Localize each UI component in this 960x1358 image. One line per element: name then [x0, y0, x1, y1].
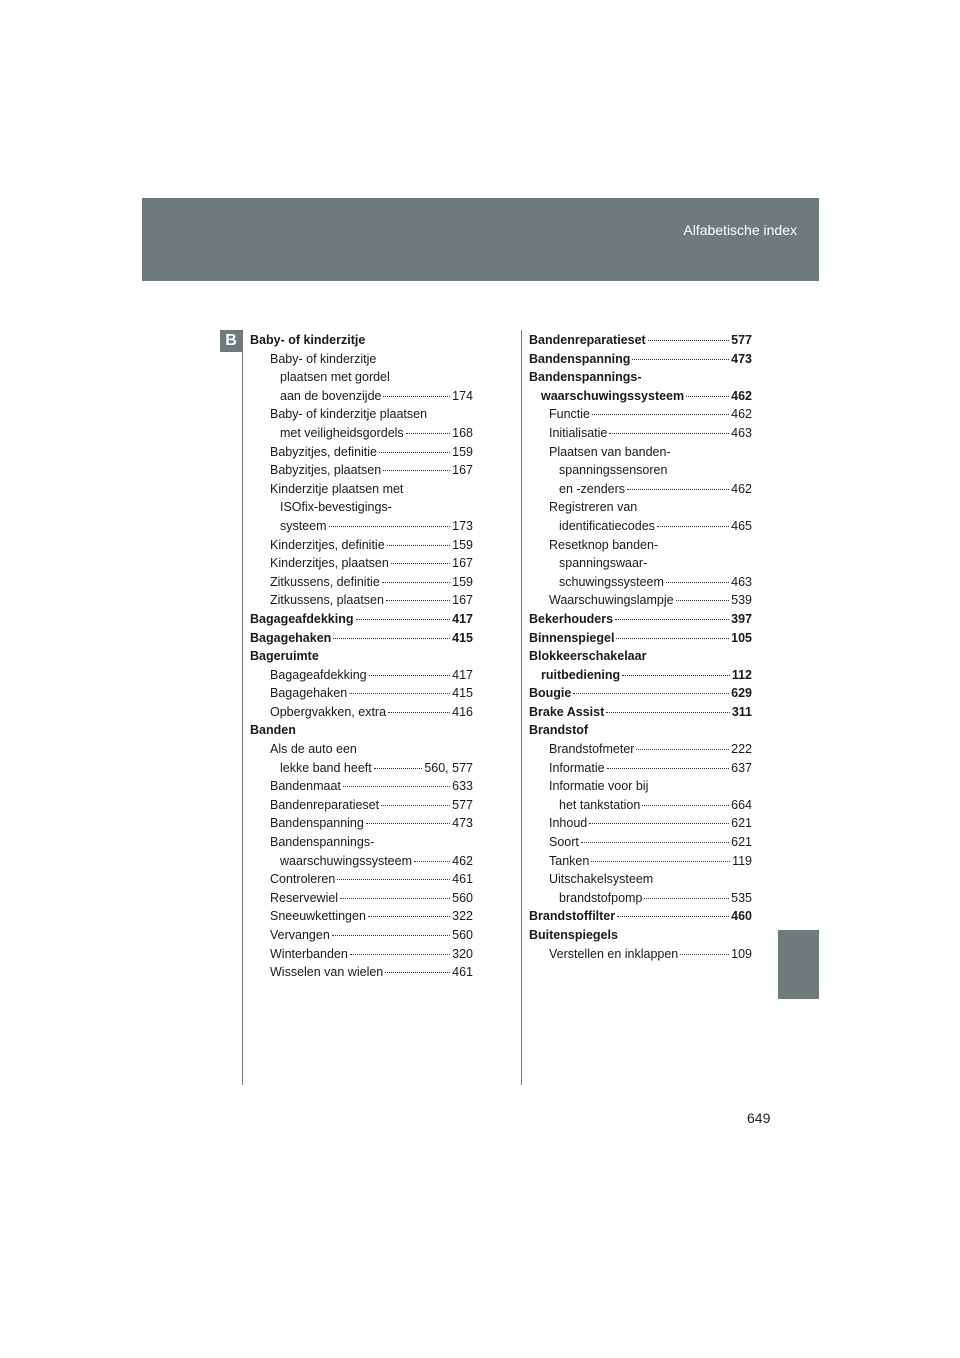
index-entry-text: het tankstation [559, 797, 641, 812]
dot-leader [632, 358, 729, 360]
index-entry[interactable] [250, 424, 473, 443]
index-entry-page: 473 [452, 816, 473, 831]
index-entry-text: Banden [250, 723, 296, 738]
index-entry[interactable] [250, 517, 473, 536]
dot-leader [340, 897, 450, 899]
dot-leader [642, 804, 729, 806]
index-entry-page: 535 [731, 890, 752, 905]
index-entry-text: Inhoud [549, 816, 588, 831]
chapter-tab[interactable] [778, 930, 819, 999]
dot-leader [686, 395, 729, 397]
index-entry [529, 443, 752, 462]
column-divider-middle [521, 330, 522, 1085]
index-entry[interactable] [250, 387, 473, 406]
index-entry [529, 721, 752, 740]
index-entry-page: 577 [731, 333, 752, 347]
index-entry[interactable] [529, 424, 752, 443]
dot-leader [333, 637, 450, 639]
section-letter: B [220, 330, 242, 352]
index-entry[interactable] [529, 573, 752, 592]
index-entry-text: Uitschakelsysteem [549, 872, 654, 887]
index-entry[interactable] [250, 573, 473, 592]
index-entry-text: ruitbediening [541, 667, 621, 682]
index-entry-page: 417 [452, 667, 473, 682]
index-entry [250, 647, 473, 666]
dot-leader [381, 804, 450, 806]
index-entry-text: Bandenspanning [529, 351, 631, 366]
index-entry-page: 462 [731, 481, 752, 496]
page-number: 649 [747, 1110, 771, 1126]
dot-leader [644, 897, 729, 899]
index-entry-page: 222 [731, 742, 752, 757]
index-entry-page: 417 [452, 611, 473, 626]
index-entry[interactable] [529, 684, 752, 703]
index-entry-text: Bandenreparatieset [270, 797, 380, 812]
index-entry-page: 621 [731, 835, 752, 850]
index-entry-page: 637 [731, 760, 752, 775]
index-entry [529, 498, 752, 517]
index-entry-text: Bougie [529, 686, 572, 701]
index-entry-text: Bandenspannings- [529, 370, 642, 385]
index-entry-text: Informatie [549, 760, 605, 775]
index-entry [250, 368, 473, 387]
index-entry-page: 629 [731, 686, 752, 701]
index-entry[interactable] [529, 889, 752, 908]
index-entry[interactable] [250, 963, 473, 982]
index-entry-text: Bandenspanning [270, 816, 364, 831]
index-entry-text: Bagageafdekking [250, 611, 354, 626]
index-entry [529, 870, 752, 889]
index-entry-page: 320 [452, 946, 473, 961]
index-entry-text: Plaatsen van banden- [549, 444, 671, 459]
index-entry-text: Zitkussens, plaatsen [270, 593, 384, 608]
index-entry [529, 926, 752, 945]
dot-leader [383, 469, 450, 471]
index-entry[interactable] [250, 703, 473, 722]
index-entry-text: Initialisatie [549, 425, 608, 440]
index-entry-text: Verstellen en inklappen [549, 946, 679, 961]
dot-leader [337, 878, 450, 880]
index-entry-text: Functie [549, 407, 590, 422]
dot-leader [383, 395, 450, 397]
dot-leader [622, 674, 730, 676]
index-entry-page: 465 [731, 518, 752, 533]
index-entry [529, 777, 752, 796]
dot-leader [374, 767, 423, 769]
index-entry[interactable] [250, 684, 473, 703]
index-entry[interactable] [529, 740, 752, 759]
index-entry-text: Babyzitjes, plaatsen [270, 463, 382, 478]
index-entry[interactable] [529, 814, 752, 833]
index-entry-text: Brake Assist [529, 704, 605, 719]
index-entry-text: Kinderzitje plaatsen met [270, 481, 404, 496]
index-entry-page: 416 [452, 704, 473, 719]
dot-leader [388, 711, 450, 713]
index-entry[interactable] [250, 759, 473, 778]
index-entry-text: Kinderzitjes, plaatsen [270, 556, 389, 571]
index-entry-text: Brandstofmeter [549, 742, 635, 757]
index-entry[interactable] [529, 517, 752, 536]
index-entry-text: Als de auto een [270, 742, 357, 757]
dot-leader [666, 581, 729, 583]
index-entry-text: plaatsen met gordel [280, 370, 390, 385]
index-entry[interactable] [529, 759, 752, 778]
index-entry-text: met veiligheidsgordels [280, 425, 404, 440]
index-entry-page: 105 [731, 630, 752, 645]
index-entry [250, 833, 473, 852]
index-entry[interactable] [529, 331, 752, 350]
index-entry[interactable] [250, 907, 473, 926]
index-entry [250, 331, 473, 350]
dot-leader [607, 767, 730, 769]
dot-leader [356, 618, 451, 620]
index-entry[interactable] [529, 350, 752, 369]
dot-leader [606, 711, 730, 713]
index-entry-page: 664 [731, 797, 752, 812]
index-entry-page: 397 [731, 611, 752, 626]
index-entry [529, 647, 752, 666]
index-entry-page: 167 [452, 593, 473, 608]
index-entry-page: 109 [731, 946, 752, 961]
dot-leader [387, 544, 450, 546]
index-entry-page: 322 [452, 909, 473, 924]
index-entry[interactable] [250, 554, 473, 573]
index-entry[interactable] [529, 591, 752, 610]
index-entry-text: systeem [280, 518, 327, 533]
dot-leader [391, 562, 450, 564]
index-entry-text: Binnenspiegel [529, 630, 615, 645]
dot-leader [379, 451, 450, 453]
index-entry-text: Bagagehaken [250, 630, 332, 645]
index-entry-text: Brandstoffilter [529, 909, 616, 924]
index-entry-text: Kinderzitjes, definitie [270, 537, 385, 552]
dot-leader [382, 581, 450, 583]
index-entry-text: Wisselen van wielen [270, 965, 384, 980]
index-entry [529, 536, 752, 555]
index-entry [250, 721, 473, 740]
index-entry[interactable] [250, 889, 473, 908]
index-entry[interactable] [250, 591, 473, 610]
index-entry[interactable] [250, 945, 473, 964]
index-entry[interactable] [250, 610, 473, 629]
index-entry-text: brandstofpomp [559, 890, 643, 905]
index-entry[interactable] [250, 443, 473, 462]
dot-leader [573, 692, 729, 694]
dot-leader [680, 953, 729, 955]
dot-leader [615, 618, 729, 620]
dot-leader [657, 525, 729, 527]
dot-leader [617, 915, 729, 917]
index-entry-text: spanningswaar- [559, 556, 648, 571]
index-entry[interactable] [529, 945, 752, 964]
index-entry[interactable] [529, 703, 752, 722]
column-divider-left [242, 330, 243, 1085]
index-entry-text: ISOfix-bevestigings- [280, 500, 392, 515]
dot-leader [343, 785, 450, 787]
index-entry-text: Baby- of kinderzitje [270, 351, 377, 366]
index-entry-page: 560 [452, 928, 473, 942]
index-entry-text: spanningssensoren [559, 463, 668, 478]
page-title: Alfabetische index [683, 222, 797, 238]
dot-leader [676, 599, 730, 601]
index-entry-text: Bandenspannings- [270, 835, 375, 850]
index-entry [250, 740, 473, 759]
dot-leader [636, 748, 729, 750]
dot-leader [332, 934, 450, 936]
index-entry-page: 415 [452, 630, 473, 645]
index-entry-text: Bandenreparatieset [529, 333, 646, 347]
index-entry [250, 405, 473, 424]
index-entry-page: 119 [732, 853, 752, 868]
index-entry[interactable] [529, 852, 752, 871]
dot-leader [616, 637, 729, 639]
index-entry-text: Zitkussens, definitie [270, 574, 380, 589]
index-entry[interactable] [250, 796, 473, 815]
index-entry [529, 554, 752, 573]
index-entry-page: 311 [731, 704, 752, 719]
index-entry[interactable] [529, 666, 752, 685]
index-entry[interactable] [529, 796, 752, 815]
index-entry-text: Opbergvakken, extra [270, 704, 387, 719]
dot-leader [386, 599, 450, 601]
index-column-left [250, 331, 473, 982]
index-entry-page: 633 [452, 779, 473, 794]
index-entry-page: 461 [452, 872, 473, 887]
index-entry-text: Tanken [549, 853, 590, 868]
index-entry-page: 173 [452, 518, 473, 533]
index-entry-page: 168 [452, 425, 473, 440]
index-entry[interactable] [250, 870, 473, 889]
index-entry-page: 159 [452, 537, 473, 552]
index-entry-text: Controleren [270, 872, 336, 887]
dot-leader [349, 692, 450, 694]
dot-leader [350, 953, 450, 955]
index-column-right [529, 331, 752, 963]
dot-leader [406, 432, 450, 434]
index-entry-text: en -zenders [559, 481, 626, 496]
index-entry [250, 480, 473, 499]
index-entry-text: Buitenspiegels [529, 928, 618, 942]
dot-leader [385, 971, 450, 973]
index-entry-page: 463 [731, 425, 752, 440]
dot-leader [627, 488, 729, 490]
index-entry-text: Blokkeerschakelaar [529, 649, 647, 664]
dot-leader [369, 674, 451, 676]
index-entry[interactable] [529, 629, 752, 648]
index-entry-text: Bagagehaken [270, 686, 348, 701]
index-entry-page: 415 [452, 686, 473, 701]
index-entry-text: Resetknop banden- [549, 537, 659, 552]
index-entry[interactable] [250, 814, 473, 833]
index-entry-page: 621 [731, 816, 752, 831]
index-entry[interactable] [529, 387, 752, 406]
index-entry-text: Babyzitjes, definitie [270, 444, 378, 459]
index-entry [529, 368, 752, 387]
index-entry-text: Informatie voor bij [549, 779, 649, 794]
index-entry[interactable] [250, 666, 473, 685]
index-entry-text: lekke band heeft [280, 760, 372, 775]
dot-leader [581, 841, 729, 843]
index-entry-page: 112 [731, 667, 752, 682]
index-entry-page: 167 [452, 463, 473, 478]
index-entry-page: 560, 577 [424, 760, 473, 775]
index-entry-text: Bandenmaat [270, 779, 341, 794]
index-entry-page: 577 [452, 797, 473, 812]
index-entry-text: Brandstof [529, 723, 589, 738]
index-entry-text: schuwingssysteem [559, 574, 664, 589]
index-entry-page: 174 [452, 388, 473, 403]
dot-leader [591, 860, 730, 862]
index-entry-page: 461 [452, 965, 473, 980]
index-entry-text: Reservewiel [270, 890, 339, 905]
dot-leader [609, 432, 729, 434]
index-entry [529, 461, 752, 480]
index-entry-text: Winterbanden [270, 946, 348, 961]
index-entry-text: Sneeuwkettingen [270, 909, 366, 924]
index-entry[interactable] [250, 926, 473, 945]
index-entry-text: waarschuwingssysteem [280, 853, 412, 868]
index-entry-page: 462 [731, 407, 752, 422]
dot-leader [414, 860, 450, 862]
index-entry[interactable] [250, 852, 473, 871]
index-entry-text: Baby- of kinderzitje plaatsen [270, 407, 428, 422]
index-entry-text: Registreren van [549, 500, 638, 515]
index-entry-page: 462 [731, 388, 752, 403]
index-entry-text: Waarschuwingslampje [549, 593, 674, 608]
index-entry-text: identificatiecodes [559, 518, 655, 533]
index-entry-text: waarschuwingssysteem [541, 388, 685, 403]
index-entry[interactable] [529, 907, 752, 926]
index-entry-page: 539 [731, 593, 752, 608]
index-entry-page: 159 [452, 574, 473, 589]
index-entry-page: 167 [452, 556, 473, 571]
header-bar [142, 198, 819, 281]
index-entry-text: Soort [549, 835, 579, 850]
dot-leader [368, 915, 450, 917]
dot-leader [592, 413, 729, 415]
index-entry-page: 560 [452, 890, 473, 905]
index-entry[interactable] [529, 833, 752, 852]
index-entry-text: Vervangen [270, 928, 330, 942]
index-entry-page: 460 [731, 909, 752, 924]
index-entry[interactable] [529, 405, 752, 424]
dot-leader [648, 339, 729, 341]
index-entry-text: Bagageafdekking [270, 667, 367, 682]
index-entry [250, 498, 473, 517]
index-entry[interactable] [250, 629, 473, 648]
dot-leader [329, 525, 451, 527]
index-entry-page: 463 [731, 574, 752, 589]
index-entry-page: 473 [731, 351, 752, 366]
dot-leader [366, 822, 450, 824]
index-entry[interactable] [250, 777, 473, 796]
index-entry-text: Bageruimte [250, 649, 319, 664]
index-entry[interactable] [250, 536, 473, 555]
index-entry-text: aan de bovenzijde [280, 388, 382, 403]
dot-leader [589, 822, 729, 824]
index-entry[interactable] [250, 461, 473, 480]
index-entry [250, 350, 473, 369]
index-entry-text: Bekerhouders [529, 611, 614, 626]
index-entry-page: 462 [452, 853, 473, 868]
index-entry-page: 159 [452, 444, 473, 459]
index-entry[interactable] [529, 610, 752, 629]
index-entry[interactable] [529, 480, 752, 499]
index-entry-text: Baby- of kinderzitje [250, 333, 366, 347]
